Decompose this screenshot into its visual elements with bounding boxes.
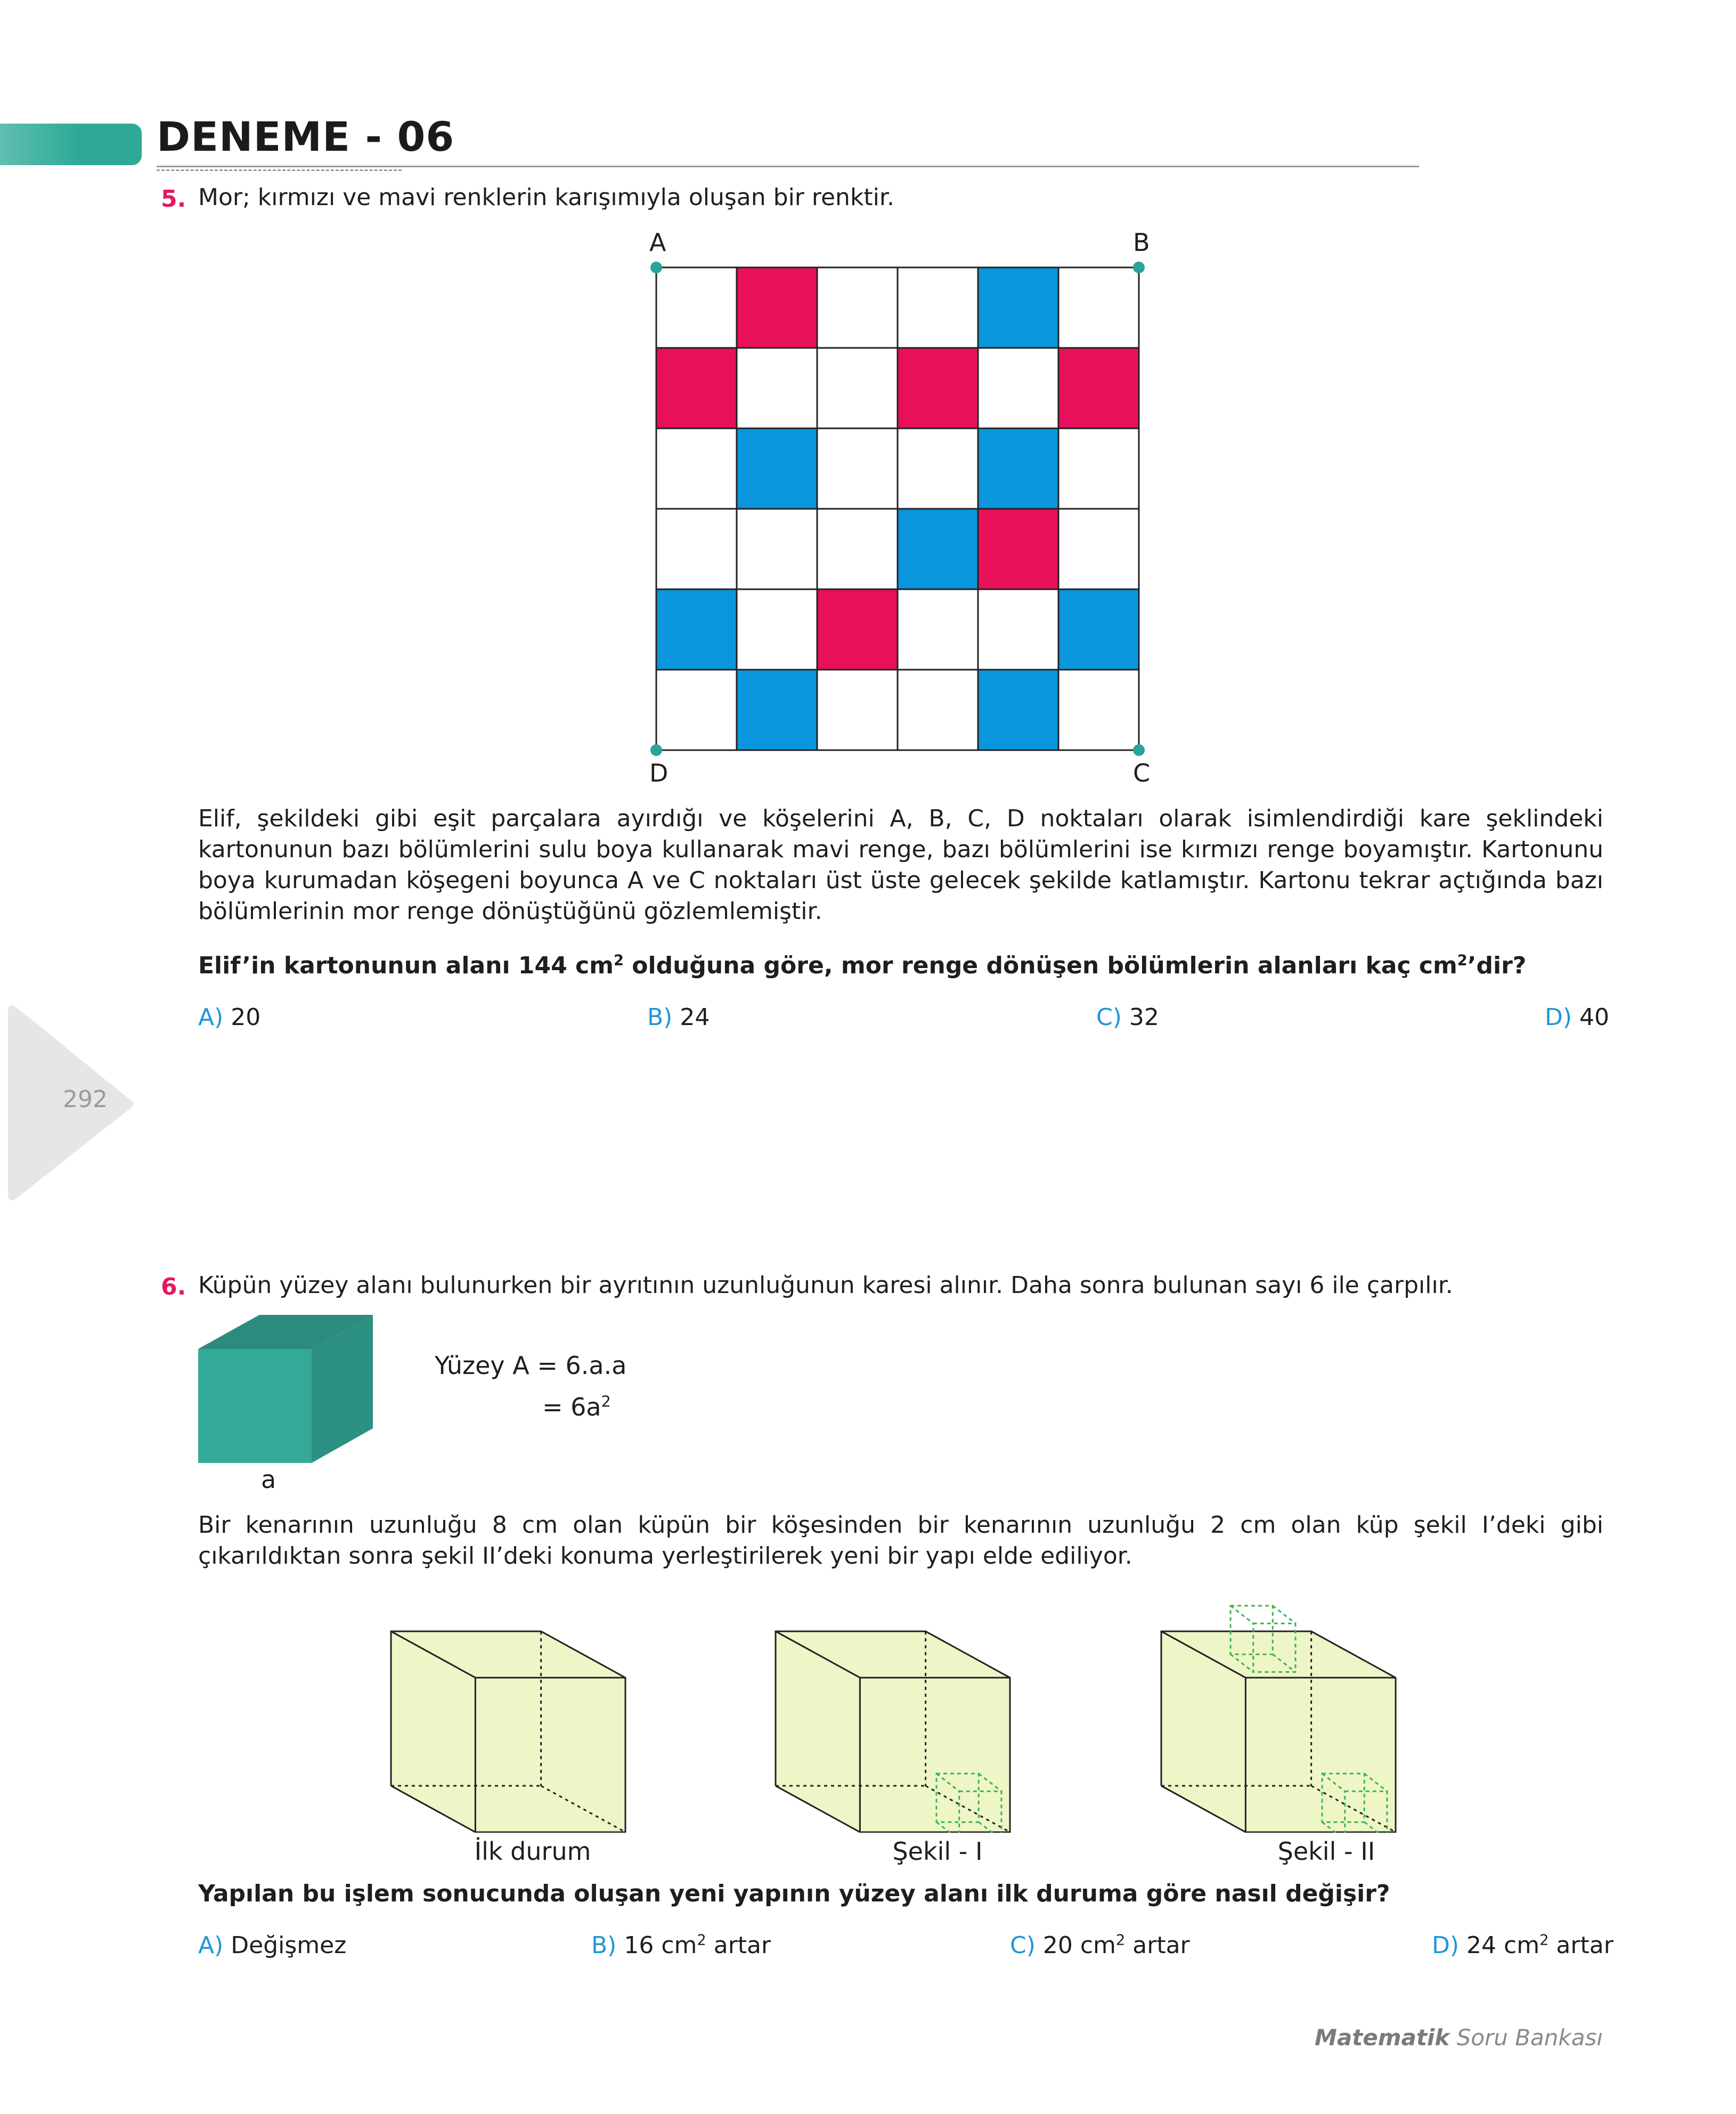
- grid-cell: [1058, 670, 1139, 750]
- cube-figures-row: [389, 1588, 1422, 1833]
- figure-shape-2-cube: [1161, 1631, 1396, 1832]
- cube-edge-label: a: [261, 1465, 276, 1494]
- colored-square-grid: [650, 261, 1145, 757]
- grid-cell: [898, 348, 978, 428]
- grid-cell: [1058, 509, 1139, 589]
- grid-cell: [817, 428, 898, 509]
- grid-cell: [1058, 428, 1139, 509]
- grid-cell: [737, 428, 817, 509]
- grid-cell: [656, 428, 737, 509]
- grid-cell: [737, 670, 817, 750]
- header-tab-accent: [0, 124, 142, 165]
- corner-label-b: B: [1133, 228, 1150, 257]
- grid-cell: [1058, 348, 1139, 428]
- grid-cell: [737, 509, 817, 589]
- figure-caption-shape-1: Şekil - I: [892, 1837, 983, 1866]
- grid-cell: [978, 670, 1058, 750]
- figure-initial-cube: [391, 1631, 625, 1832]
- q5-option-b[interactable]: B) 24: [647, 1004, 710, 1031]
- page-number: 292: [63, 1086, 108, 1113]
- teal-cube-illustration: [197, 1314, 378, 1463]
- question-5-intro: Mor; kırmızı ve mavi renklerin karışımıyla oluşan bir renktir.: [198, 184, 894, 211]
- grid-cell: [898, 589, 978, 670]
- grid-cell: [978, 348, 1058, 428]
- grid-cell: [817, 670, 898, 750]
- q6-option-c[interactable]: C) 20 $cm^2$ artar: [1010, 1932, 1190, 1959]
- grid-cell: [978, 428, 1058, 509]
- page-title: DENEME - 06: [157, 113, 455, 160]
- grid-cell: [737, 348, 817, 428]
- grid-cell: [656, 589, 737, 670]
- grid-cell: [1058, 267, 1139, 348]
- title-underline: [157, 166, 1419, 167]
- grid-cell: [978, 589, 1058, 670]
- grid-cell: [656, 670, 737, 750]
- q5-option-c[interactable]: C) 32: [1096, 1004, 1159, 1031]
- question-6-number: 6.: [161, 1273, 186, 1300]
- figure-caption-initial: İlk durum: [474, 1837, 591, 1866]
- question-5-prompt: Elif’in kartonunun alanı 144 $cm^2$ olduğuna göre, mor renge dönüşen bölümlerin alanları kaç $cm^2’dir$?: [198, 952, 1527, 979]
- corner-point-c: [1133, 744, 1145, 756]
- grid-cell: [817, 589, 898, 670]
- grid-cell: [898, 428, 978, 509]
- q6-option-d[interactable]: D) 24 $cm^2$ artar: [1432, 1932, 1613, 1959]
- footer-book-title: Matematik Soru Bankası: [1315, 2024, 1603, 2051]
- grid-cell: [656, 267, 737, 348]
- grid-cell: [737, 267, 817, 348]
- corner-label-d: D: [649, 759, 669, 787]
- grid-cell: [898, 670, 978, 750]
- grid-cell: [817, 267, 898, 348]
- title-dashed-underline: [157, 169, 402, 171]
- grid-cell: [898, 267, 978, 348]
- question-5-paragraph: Elif, şekildeki gibi eşit parçalara ayırdığı ve köşelerini A, B, C, D noktaları olarak isimlendirdiği kare şeklindeki kartonunun bazı bölümlerini sulu boya kullanarak mavi renge, bazı bölümlerini ise kırmızı renge boyamıştır. Kartonunu boya kurumadan köşegeni boyunca A ve C noktaları üst üste gelecek şekilde katlamıştır. Kartonu tekrar açtığında bazı bölümlerinin mor renge dönüştüğünü gözlemlemiştir.: [198, 805, 1603, 925]
- grid-cell: [656, 348, 737, 428]
- question-6-prompt: Yapılan bu işlem sonucunda oluşan yeni yapının yüzey alanı ilk duruma göre nasıl değişir?: [198, 1880, 1390, 1907]
- grid-cell: [1058, 589, 1139, 670]
- corner-point-a: [650, 262, 662, 273]
- formula-line-2: = $6a^2$: [542, 1393, 611, 1421]
- question-5-number: 5.: [161, 185, 186, 213]
- grid-cell: [978, 267, 1058, 348]
- grid-cell: [817, 509, 898, 589]
- q6-option-a[interactable]: A) Değişmez: [198, 1932, 347, 1959]
- grid-cell: [978, 509, 1058, 589]
- corner-label-a: A: [649, 228, 666, 257]
- question-6-intro: Küpün yüzey alanı bulunurken bir ayrıtının uzunluğunun karesi alınır. Daha sonra bulunan sayı 6 ile çarpılır.: [198, 1272, 1453, 1299]
- corner-point-b: [1133, 262, 1145, 273]
- q5-option-d[interactable]: D) 40: [1545, 1004, 1610, 1031]
- q5-option-a[interactable]: A) 20: [198, 1004, 261, 1031]
- grid-cell: [656, 509, 737, 589]
- q6-option-b[interactable]: B) 16 $cm^2$ artar: [591, 1932, 771, 1959]
- figure-shape-1-cube: [776, 1631, 1010, 1832]
- grid-cell: [898, 509, 978, 589]
- grid-cell: [817, 348, 898, 428]
- question-6-paragraph: Bir kenarının uzunluğu 8 cm olan küpün bir köşesinden bir kenarının uzunluğu 2 cm olan küp şekil I’deki gibi çıkarıldıktan sonra şekil II’deki konuma yerleştirilerek yeni bir yapı elde ediliyor.: [198, 1511, 1603, 1570]
- formula-line-1: Yüzey A = 6.a.a: [435, 1351, 627, 1380]
- grid-cell: [737, 589, 817, 670]
- corner-label-c: C: [1133, 759, 1151, 787]
- corner-point-d: [650, 744, 662, 756]
- figure-caption-shape-2: Şekil - II: [1277, 1837, 1375, 1866]
